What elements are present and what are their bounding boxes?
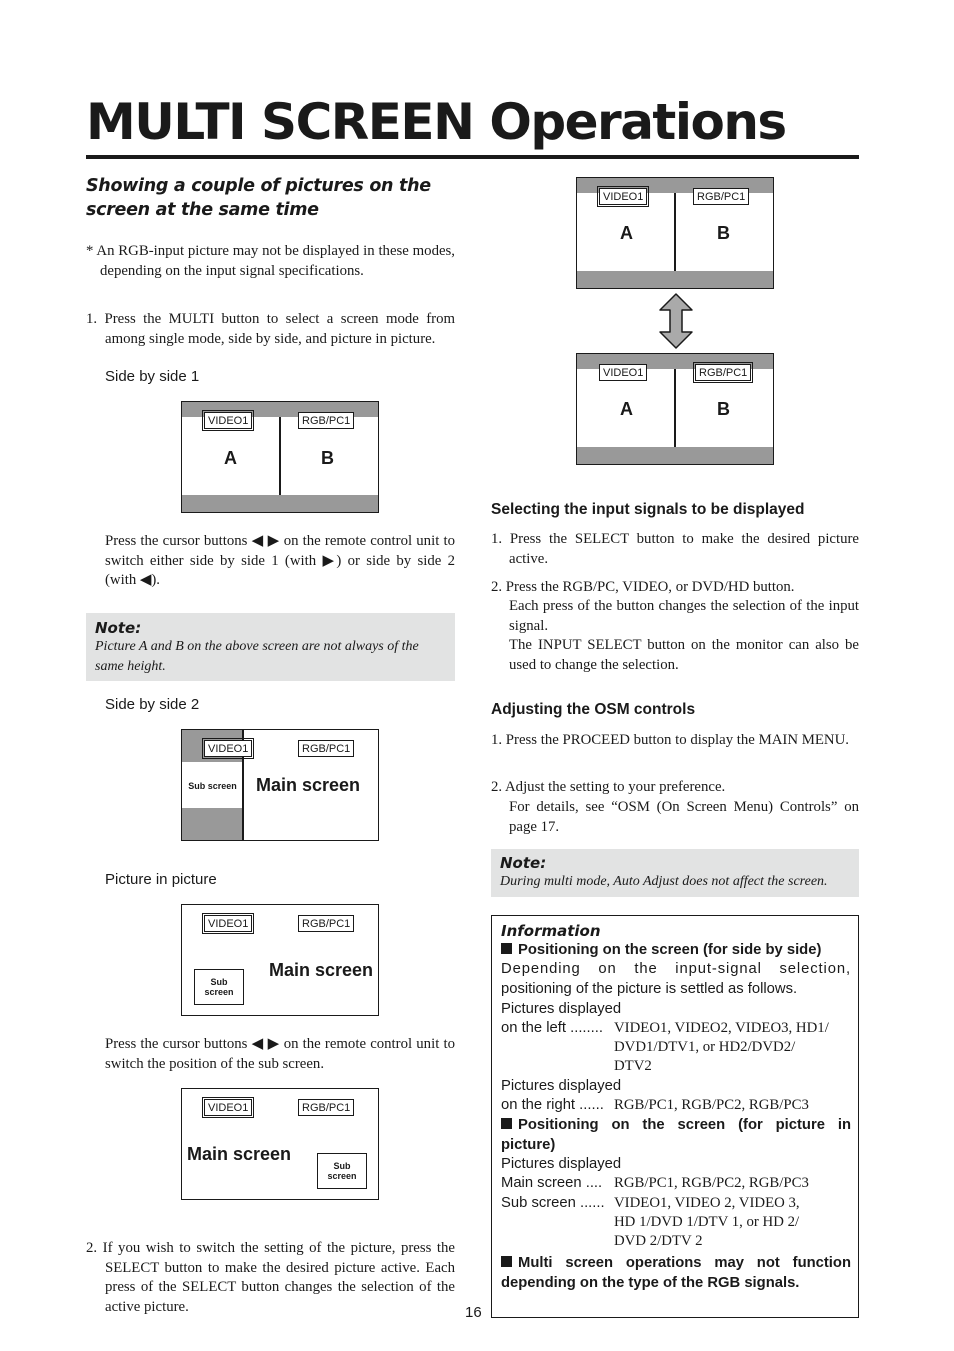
osm-step-2-detail: For details, see “OSM (On Screen Menu) Controls” on page 17. bbox=[509, 799, 859, 835]
intro-note: * An RGB-input picture may not be displayed in these modes, depending on the input signal specifications. bbox=[86, 243, 455, 279]
diagram-pip-sub-left bbox=[181, 904, 379, 1016]
sub-screen-box bbox=[317, 1153, 367, 1189]
rgbpc1-tag: RGB/PC1 bbox=[298, 740, 354, 757]
sub-row: Sub screen ...... VIDEO1, VIDEO 2, VIDEO 3, bbox=[501, 1194, 800, 1211]
note-title: Note: bbox=[500, 854, 547, 872]
left-row: on the left ........ VIDEO1, VIDEO2, VIDEO3, HD1/ bbox=[501, 1019, 829, 1036]
side-by-side-1-label: Side by side 1 bbox=[105, 368, 200, 385]
square-bullet-icon bbox=[501, 1256, 512, 1267]
square-bullet-icon bbox=[501, 1118, 512, 1129]
video1-tag: VIDEO1 bbox=[599, 364, 647, 381]
page-title: MULTI SCREEN Operations bbox=[86, 93, 786, 151]
osm-step-1: 1. Press the PROCEED button to display the MAIN MENU. bbox=[491, 732, 849, 748]
diagram-select-right bbox=[576, 353, 774, 465]
page-number: 16 bbox=[465, 1304, 482, 1321]
screen-label: screen bbox=[204, 987, 234, 997]
note-box-2 bbox=[491, 849, 859, 897]
rgbpc1-tag: RGB/PC1 bbox=[298, 1099, 354, 1116]
pictures-displayed-right: Pictures displayed bbox=[501, 1077, 622, 1094]
pos-pip-heading: Positioning on the screen (for picture in picture) bbox=[501, 1117, 851, 1153]
rgbpc1-tag: RGB/PC1 bbox=[693, 188, 749, 205]
video1-tag: VIDEO1 bbox=[599, 188, 647, 205]
select-step-2: 2. Press the RGB/PC, VIDEO, or DVD/HD button. bbox=[491, 579, 795, 595]
picture-a-label: A bbox=[224, 448, 237, 468]
pictures-displayed-pip: Pictures displayed bbox=[501, 1155, 622, 1172]
pos-sbs-intro-line1: Depending on the input-signal selection, bbox=[501, 961, 851, 978]
step-2: 2. If you wish to switch the setting of the picture, press the SELECT button to make the desired picture active. Each press of the SELECT button changes the selection of the active picture. bbox=[86, 1240, 455, 1315]
pos-sbs-intro-line2: positioning of the picture is settled as follows. bbox=[501, 981, 798, 998]
cursor-text-2: Press the cursor buttons ◀ ▶ on the remote control unit to switch the position of the sub screen. bbox=[105, 1036, 455, 1072]
select-step-2-detail-2: The INPUT SELECT button on the monitor can also be used to change the selection. bbox=[509, 637, 859, 673]
right-row: on the right ...... RGB/PC1, RGB/PC2, RGB/PC3 bbox=[501, 1097, 809, 1114]
osm-heading: Adjusting the OSM controls bbox=[491, 701, 696, 718]
select-step-1: 1. Press the SELECT button to make the desired picture active. bbox=[491, 531, 859, 567]
sub-label: Sub bbox=[210, 977, 228, 987]
select-heading: Selecting the input signals to be displayed bbox=[491, 501, 805, 518]
note-title: Note: bbox=[95, 619, 142, 637]
video1-tag: VIDEO1 bbox=[204, 915, 252, 932]
rgbpc1-tag: RGB/PC1 bbox=[298, 915, 354, 932]
pictures-displayed-left: Pictures displayed bbox=[501, 1000, 622, 1017]
side-by-side-2-label: Side by side 2 bbox=[105, 696, 200, 713]
video1-tag: VIDEO1 bbox=[204, 412, 252, 429]
section-heading: Showing a couple of pictures on the screen at the same time bbox=[86, 176, 431, 220]
diagram-select-left bbox=[576, 177, 774, 289]
video1-tag: VIDEO1 bbox=[204, 740, 252, 757]
pos-sbs-heading: Positioning on the screen (for side by side) bbox=[501, 941, 851, 960]
video1-tag: VIDEO1 bbox=[204, 1099, 252, 1116]
picture-b-label: B bbox=[717, 399, 730, 419]
sub-screen-box bbox=[194, 969, 244, 1005]
sub-screen-label: Sub screen bbox=[188, 781, 237, 791]
picture-b-label: B bbox=[321, 448, 334, 468]
diagram-side-by-side-1 bbox=[181, 401, 379, 513]
osm-step-2: 2. Adjust the setting to your preference. bbox=[491, 779, 726, 795]
main-screen-label: Main screen bbox=[256, 775, 361, 795]
note-box-1 bbox=[86, 613, 455, 681]
note-body: Picture A and B on the above screen are not always of the same height. bbox=[95, 639, 419, 674]
diagram-side-by-side-2 bbox=[181, 729, 379, 841]
main-row: Main screen .... RGB/PC1, RGB/PC2, RGB/PC3 bbox=[501, 1175, 809, 1192]
step-1: 1. Press the MULTI button to select a screen mode from among single mode, side by side, and picture in picture. bbox=[86, 311, 455, 347]
square-bullet-icon bbox=[501, 943, 512, 954]
picture-a-label: A bbox=[620, 399, 633, 419]
sub-label: Sub bbox=[333, 1161, 351, 1171]
title-rule bbox=[86, 155, 859, 159]
rgbpc1-tag: RGB/PC1 bbox=[298, 412, 354, 429]
note-body: During multi mode, Auto Adjust does not affect the screen. bbox=[500, 874, 828, 889]
select-step-2-detail: Each press of the button changes the selection of the input signal. bbox=[509, 598, 859, 634]
main-screen-label: Main screen bbox=[269, 960, 374, 980]
cursor-text-1: Press the cursor buttons ◀ ▶ on the remote control unit to switch either side by side 1 (with ▶) or side by side 2 (with ◀). bbox=[105, 533, 455, 588]
rgbpc1-tag: RGB/PC1 bbox=[695, 364, 751, 381]
screen-label: screen bbox=[327, 1171, 357, 1181]
picture-b-label: B bbox=[717, 223, 730, 243]
information-content: Information Positioning on the screen (for side by side) Depending on the input-signal selection, positioning of the picture is settled as follows. Pictures displayed on the left ........ VIDEO1, VIDEO2, VIDEO3, HD1/ DVD1/DTV1, or HD2/DVD2/ DTV2 Pictures displayed on the right ...... RGB/PC1, RGB/PC2, RGB/PC3 Positioning on the screen (for picture in picture) Pictures displayed Main screen .... RGB/PC1, RGB/PC2, RGB/PC3 Sub screen ...... VIDEO1, VIDEO 2, VIDEO 3, HD 1/DVD 1/DTV 1, or HD 2/ DVD 2/DTV 2 Multi screen operations may not function depending on the type of the RGB signals. bbox=[501, 921, 851, 1293]
information-title: Information bbox=[501, 922, 601, 940]
main-screen-label: Main screen bbox=[187, 1144, 292, 1164]
double-arrow-icon bbox=[656, 292, 696, 350]
picture-in-picture-label: Picture in picture bbox=[105, 871, 217, 888]
picture-a-label: A bbox=[620, 223, 633, 243]
warning: Multi screen operations may not function depending on the type of the RGB signals. bbox=[501, 1255, 851, 1291]
diagram-pip-sub-right bbox=[181, 1088, 379, 1200]
